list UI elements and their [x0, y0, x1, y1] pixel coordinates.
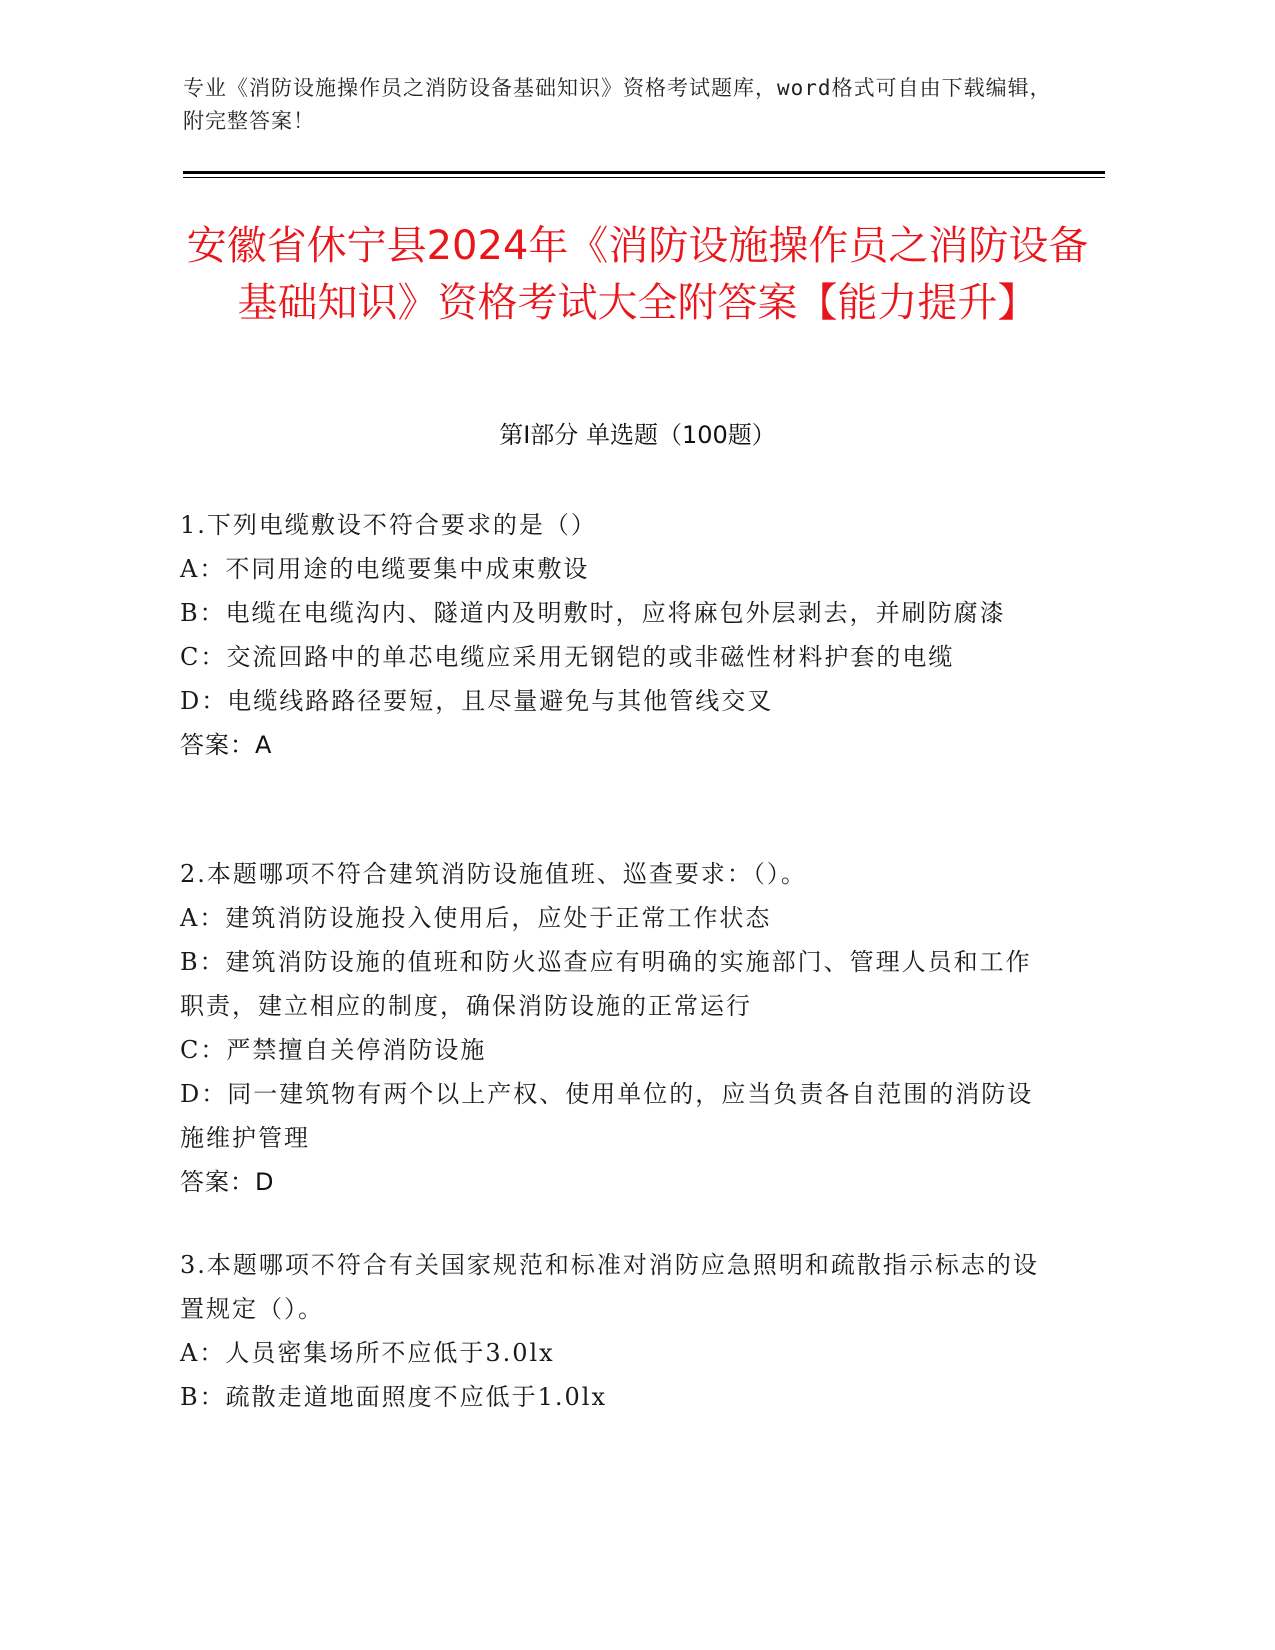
section-heading: 第Ⅰ部分 单选题（100题） — [499, 421, 776, 449]
option-a: A：人员密集场所不应低于3.0lx — [180, 1339, 555, 1367]
option-a: A：建筑消防设施投入使用后，应处于正常工作状态 — [180, 904, 772, 932]
option-c: C：严禁擅自关停消防设施 — [180, 1036, 487, 1064]
question-2 — [180, 852, 1040, 1204]
option-b: B：建筑消防设施的值班和防火巡查应有明确的实施部门、管理人员和工作职责，建立相应的制度，确保消防设施的正常运行 — [180, 948, 1032, 1020]
question-1 — [180, 503, 1040, 767]
question-stem: 3.本题哪项不符合有关国家规范和标准对消防应急照明和疏散指示标志的设置规定（）。 — [180, 1251, 1039, 1323]
header-divider-thick — [183, 171, 1105, 174]
option-d: D：电缆线路路径要短，且尽量避免与其他管线交叉 — [180, 687, 774, 715]
header-note: 专业《消防设施操作员之消防设备基础知识》资格考试题库，word格式可自由下载编辑，附完整答案！ — [183, 76, 1052, 133]
header-divider-thin — [183, 177, 1105, 178]
question-stem: 1.下列电缆敷设不符合要求的是（） — [180, 511, 597, 539]
option-c: C：交流回路中的单芯电缆应采用无钢铠的或非磁性材料护套的电缆 — [180, 643, 955, 671]
option-a: A：不同用途的电缆要集中成束敷设 — [180, 555, 590, 583]
document-title: 安徽省休宁县2024年《消防设施操作员之消防设备基础知识》资格考试大全附答案【能力提升】 — [186, 223, 1089, 326]
question-3 — [180, 1243, 1040, 1419]
option-b: B：电缆在电缆沟内、隧道内及明敷时，应将麻包外层剥去，并刷防腐漆 — [180, 599, 1006, 627]
option-d: D：同一建筑物有两个以上产权、使用单位的，应当负责各自范围的消防设施维护管理 — [180, 1080, 1034, 1152]
option-b: B：疏散走道地面照度不应低于1.0lx — [180, 1383, 608, 1411]
answer-label: 答案：A — [180, 731, 273, 759]
answer-label: 答案：D — [180, 1168, 275, 1196]
question-stem: 2.本题哪项不符合建筑消防设施值班、巡查要求：（）。 — [180, 860, 807, 888]
